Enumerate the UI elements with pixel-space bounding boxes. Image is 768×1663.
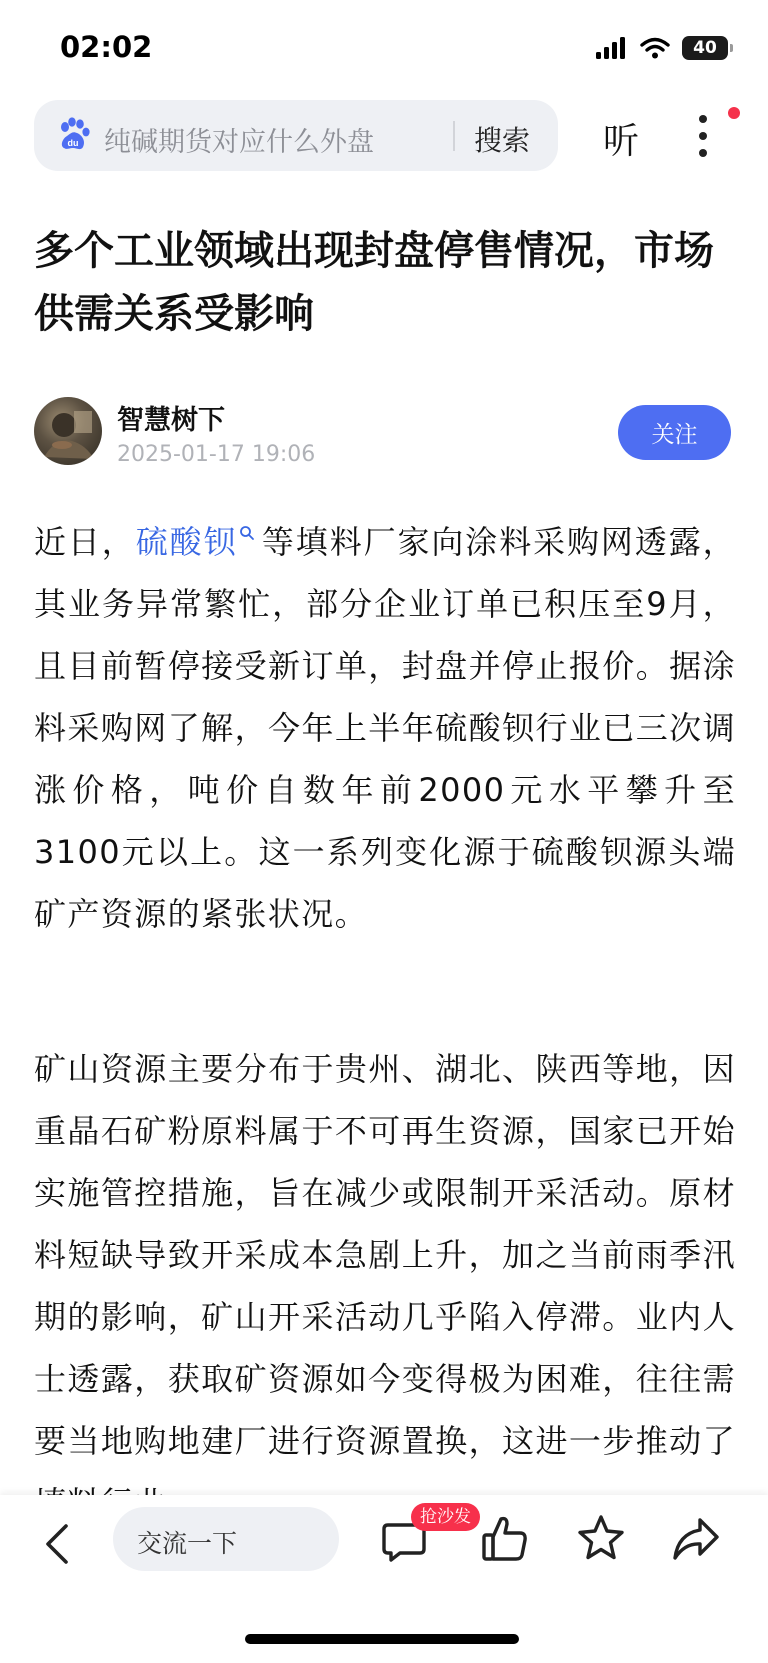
search-bar[interactable] <box>34 100 558 171</box>
keyword-link[interactable]: 硫酸钡 <box>135 523 238 561</box>
share-icon[interactable] <box>671 1515 721 1563</box>
status-time: 02:02 <box>60 30 153 64</box>
wifi-icon <box>640 37 670 59</box>
article-paragraph: 矿山资源主要分布于贵州、湖北、陕西等地，因重晶石矿粉原料属于不可再生资源，国家已开始实施管控措施，旨在减少或限制开采活动。原材料短缺导致开采成本急剧上升，加之当前雨季汛期的影响，矿山开采活动几乎陷入停滞。业内人士透露，获取矿资源如今变得极为困难，往往需要当地购地建厂进行资源置换，这进一步推动了 <box>34 1050 736 1460</box>
avatar[interactable] <box>34 397 102 465</box>
svg-text:du: du <box>67 138 79 148</box>
bottom-bar <box>0 1495 768 1663</box>
comment-input[interactable] <box>113 1507 339 1571</box>
status-bar <box>0 0 768 90</box>
thumbs-up-icon[interactable] <box>480 1513 530 1565</box>
listen-button[interactable]: 听 <box>603 121 640 162</box>
battery-icon <box>682 36 728 60</box>
baidu-paw-icon <box>56 117 92 153</box>
home-indicator[interactable] <box>245 1634 519 1644</box>
comment-placeholder: 交流一下 <box>137 1529 238 1558</box>
search-icon[interactable] <box>239 525 255 541</box>
post-timestamp: 2025-01-17 19:06 <box>117 442 316 467</box>
battery-level: 40 <box>693 38 717 58</box>
search-button[interactable]: 搜索 <box>474 124 531 157</box>
star-icon[interactable] <box>576 1513 626 1563</box>
notification-dot <box>728 107 740 119</box>
follow-button[interactable]: 关注 <box>618 405 731 460</box>
comment-badge: 抢沙发 <box>411 1503 480 1531</box>
search-query[interactable]: 纯碱期货对应什么外盘 <box>104 127 374 158</box>
search-divider <box>453 121 455 151</box>
status-icons <box>596 34 728 62</box>
avatar-image <box>34 397 102 465</box>
back-arrow-icon[interactable] <box>38 1520 78 1568</box>
more-vertical-icon[interactable] <box>690 113 718 159</box>
signal-icon <box>596 37 628 59</box>
paragraph-text: 等填料厂家向涂料采购网透露，其业务异常繁忙，部分企业订单已积压至9月，且目前暂停接受新订单，封盘并停止报价。据涂料采购网了解，今年上半年硫酸钡行业已三次调涨价格，吨价自数年前2000元水平攀升至3100元以上。这一系列变化源于硫酸钡源头端矿产资源的紧张状况。 <box>34 523 736 933</box>
article-paragraph <box>34 511 736 945</box>
paragraph-text: 近日， <box>34 523 136 561</box>
author-name[interactable]: 智慧树下 <box>117 405 225 436</box>
article-title: 多个工业领域出现封盘停售情况，市场供需关系受影响 <box>34 228 714 337</box>
